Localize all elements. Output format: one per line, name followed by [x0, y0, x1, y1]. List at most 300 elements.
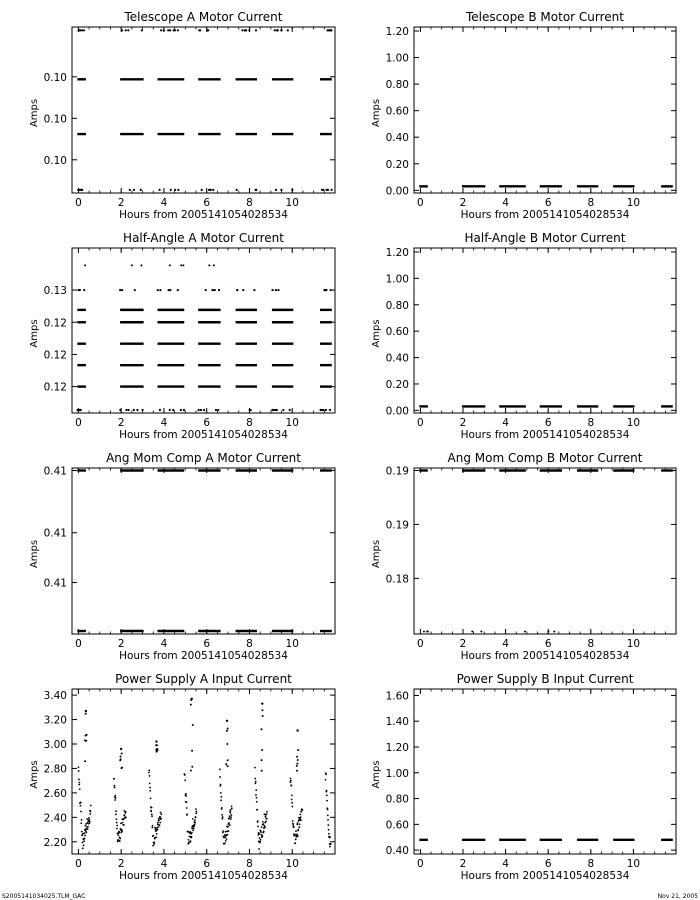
y-tick-label: 1.20 [385, 742, 409, 755]
data-spike-point [156, 749, 158, 751]
data-point [193, 828, 195, 830]
data-point [264, 826, 266, 828]
x-tick-label: 8 [587, 417, 595, 429]
data-point [331, 189, 333, 191]
data-point [191, 836, 193, 838]
data-point [149, 790, 151, 792]
x-tick-label: 4 [502, 197, 509, 209]
data-point [297, 835, 299, 837]
y-tick-label: 2.40 [43, 812, 67, 825]
data-point [230, 809, 232, 811]
x-tick-label: 0 [417, 858, 424, 870]
data-point [123, 824, 125, 826]
x-tick-label: 10 [285, 858, 299, 870]
data-point [177, 189, 179, 191]
x-tick-label: 0 [75, 638, 82, 650]
x-tick-label: 0 [75, 197, 82, 209]
data-point [256, 809, 258, 811]
data-point [169, 264, 171, 266]
data-point [118, 832, 120, 834]
data-point [325, 779, 327, 781]
data-point [220, 796, 222, 798]
data-point [127, 409, 129, 411]
x-tick-label: 2 [459, 638, 467, 650]
data-point [150, 797, 152, 799]
data-point [113, 778, 115, 780]
y-tick-label: 0.40 [385, 352, 409, 365]
data-point [149, 782, 151, 784]
x-tick-label: 4 [160, 638, 168, 650]
data-point [471, 631, 473, 633]
x-tick-label: 10 [626, 858, 641, 870]
data-point [84, 825, 86, 827]
y-tick-label: 0.13 [43, 285, 67, 298]
data-point [78, 770, 80, 772]
data-point [256, 797, 258, 799]
data-point [151, 814, 153, 816]
x-tick-label: 2 [117, 197, 125, 209]
data-point [86, 818, 88, 820]
data-point [230, 816, 232, 818]
data-point [191, 832, 193, 834]
data-point [80, 801, 82, 803]
data-point [157, 829, 159, 831]
y-tick-label: 0.18 [385, 573, 409, 586]
data-point [158, 819, 160, 821]
data-point [157, 824, 159, 826]
data-point [220, 799, 222, 801]
x-tick-label: 8 [587, 858, 595, 870]
data-point [120, 822, 122, 824]
data-point [114, 787, 116, 789]
data-point [255, 782, 257, 784]
data-point [227, 834, 229, 836]
y-tick-label: 1.60 [385, 690, 409, 703]
data-spike-point [227, 759, 229, 761]
data-spike-point [296, 765, 298, 767]
data-point [330, 289, 332, 291]
data-spike-point [261, 709, 263, 711]
x-axis-label: Hours from 2005141054028534 [119, 429, 288, 441]
data-point [329, 846, 331, 848]
data-point [80, 409, 82, 411]
x-tick-label: 0 [417, 417, 424, 429]
data-point [84, 264, 86, 266]
x-tick-label: 6 [544, 197, 552, 209]
x-axis-label: Hours from 2005141054028534 [119, 650, 288, 662]
data-point [293, 826, 295, 828]
data-point [77, 289, 79, 291]
data-point [227, 826, 229, 828]
data-spike-point [297, 759, 299, 761]
data-spike-point [261, 702, 263, 704]
data-point [255, 189, 257, 191]
data-point [189, 831, 191, 833]
data-point [277, 29, 279, 31]
chart-title: Power Supply B Input Current [456, 672, 634, 686]
data-point [265, 816, 267, 818]
x-tick-label: 2 [459, 858, 467, 870]
y-tick-label: 0.20 [385, 158, 409, 171]
data-point [231, 805, 233, 807]
y-tick-label: 0.80 [385, 793, 409, 806]
chart-panel-7 [29, 672, 335, 882]
x-axis-label: Hours from 2005141054028534 [119, 870, 288, 882]
data-point [133, 409, 135, 411]
data-point [198, 409, 200, 411]
data-point [280, 29, 282, 31]
data-point [295, 830, 297, 832]
y-axis-label: Amps [371, 539, 382, 569]
data-point [168, 289, 170, 291]
data-point [326, 790, 328, 792]
data-point [329, 836, 331, 838]
data-point [248, 29, 250, 31]
data-point [116, 828, 118, 830]
data-point [221, 814, 223, 816]
x-tick-label: 6 [544, 638, 552, 650]
y-tick-label: 0.19 [385, 465, 409, 478]
data-point [260, 839, 262, 841]
y-tick-label: 3.20 [43, 714, 67, 727]
data-point [219, 769, 221, 771]
data-point [149, 775, 151, 777]
x-tick-label: 8 [246, 638, 253, 650]
data-point [299, 823, 301, 825]
data-point [257, 820, 259, 822]
data-point [255, 781, 257, 783]
data-point [119, 838, 121, 840]
data-point [182, 264, 184, 266]
data-point [195, 808, 197, 810]
data-point [289, 409, 291, 411]
x-tick-label: 10 [285, 638, 299, 650]
data-point [155, 836, 157, 838]
data-point [159, 816, 161, 818]
data-point [121, 830, 123, 832]
chart-title: Ang Mom Comp B Motor Current [447, 451, 643, 465]
data-point [83, 844, 85, 846]
data-point [228, 830, 230, 832]
x-tick-label: 8 [246, 858, 253, 870]
data-point [85, 832, 87, 834]
y-axis-label: Amps [29, 760, 40, 789]
data-point [89, 813, 91, 815]
x-tick-label: 8 [587, 197, 595, 209]
data-point [255, 794, 257, 796]
data-point [218, 289, 220, 291]
data-point [113, 785, 115, 787]
data-point [221, 807, 223, 809]
y-tick-label: 0.12 [43, 349, 67, 362]
data-point [88, 817, 90, 819]
data-point [188, 839, 190, 841]
data-point [186, 813, 188, 815]
chart-title: Power Supply A Input Current [115, 672, 292, 686]
data-point [84, 838, 86, 840]
chart-title: Telescope A Motor Current [124, 10, 283, 24]
data-point [201, 189, 203, 191]
data-point [274, 29, 276, 31]
data-point [242, 289, 244, 291]
chart-panel-4 [371, 231, 676, 441]
y-tick-label: 1.00 [385, 273, 409, 286]
x-tick-label: 4 [502, 417, 509, 429]
data-point [225, 840, 227, 842]
data-spike-point [227, 728, 229, 730]
data-spike-point [85, 713, 87, 715]
y-tick-label: 3.00 [43, 739, 67, 751]
data-point [140, 189, 142, 191]
data-spike-point [261, 770, 263, 772]
x-tick-label: 10 [626, 197, 641, 209]
data-spike-point [226, 720, 228, 722]
data-point [256, 801, 258, 803]
data-point [87, 828, 89, 830]
x-tick-label: 6 [544, 858, 552, 870]
y-tick-label: 0.41 [43, 577, 67, 590]
data-point [83, 840, 85, 842]
data-point [206, 29, 208, 31]
data-point [328, 829, 330, 831]
data-point [547, 631, 549, 633]
data-point [195, 812, 197, 814]
data-point [229, 812, 231, 814]
data-spike-point [192, 724, 194, 726]
data-point [277, 289, 279, 291]
data-point [324, 289, 326, 291]
data-point [220, 792, 222, 794]
y-tick-label: 0.60 [385, 105, 409, 118]
data-point [217, 409, 219, 411]
data-point [300, 816, 302, 818]
x-tick-label: 4 [160, 858, 168, 870]
data-point [328, 833, 330, 835]
data-point [253, 289, 255, 291]
data-point [219, 776, 221, 778]
y-tick-label: 0.10 [43, 154, 67, 167]
data-spike-point [120, 748, 122, 750]
data-point [90, 811, 92, 813]
x-tick-label: 4 [160, 417, 168, 429]
data-point [553, 631, 555, 633]
data-point [302, 809, 304, 811]
data-point [150, 810, 152, 812]
data-point [151, 815, 153, 817]
data-point [119, 409, 121, 411]
data-spike-point [85, 740, 87, 742]
data-point [79, 788, 81, 790]
data-spike-point [121, 753, 123, 755]
data-point [151, 807, 153, 809]
data-point [174, 29, 176, 31]
data-spike-point [296, 756, 298, 758]
x-tick-label: 2 [459, 417, 467, 429]
data-point [185, 793, 187, 795]
chart-panel-3 [29, 231, 335, 441]
data-point [83, 289, 85, 291]
y-tick-label: 2.60 [43, 787, 67, 800]
data-point [423, 631, 425, 633]
data-point [258, 833, 260, 835]
plot-frame [414, 27, 676, 193]
y-tick-label: 0.60 [385, 326, 409, 339]
data-point [208, 264, 210, 266]
x-tick-label: 10 [285, 197, 299, 209]
data-point [480, 631, 482, 633]
data-point [159, 289, 161, 291]
data-point [125, 409, 127, 411]
data-point [192, 818, 194, 820]
data-spike-point [225, 763, 227, 765]
data-point [300, 819, 302, 821]
data-point [127, 29, 129, 31]
data-spike-point [84, 760, 86, 762]
data-point [200, 409, 202, 411]
data-point [230, 814, 232, 816]
x-tick-label: 6 [203, 638, 211, 650]
data-point [266, 811, 268, 813]
data-point [136, 409, 138, 411]
data-point [89, 821, 91, 823]
data-point [194, 823, 196, 825]
y-tick-label: 0.40 [385, 132, 409, 145]
data-point [427, 631, 429, 633]
x-tick-label: 6 [203, 417, 211, 429]
data-spike-point [262, 715, 264, 717]
data-point [152, 835, 154, 837]
data-point [292, 806, 294, 808]
y-tick-label: 1.00 [385, 52, 409, 65]
data-point [271, 409, 273, 411]
data-point [291, 802, 293, 804]
data-point [221, 818, 223, 820]
data-point [186, 807, 188, 809]
data-point [153, 843, 155, 845]
y-tick-label: 1.20 [385, 25, 409, 38]
data-spike-point [190, 770, 192, 772]
x-tick-label: 2 [459, 197, 467, 209]
data-point [295, 839, 297, 841]
y-axis-label: Amps [29, 539, 40, 569]
data-point [194, 819, 196, 821]
data-point [152, 845, 154, 847]
data-spike-point [120, 767, 122, 769]
data-point [185, 795, 187, 797]
data-point [259, 841, 261, 843]
data-point [327, 824, 329, 826]
data-point [149, 787, 151, 789]
data-point [170, 189, 172, 191]
data-point [156, 833, 158, 835]
plot-frame [72, 248, 335, 413]
footer-date-label: Nov 21, 2005 [657, 893, 698, 900]
data-point [257, 825, 259, 827]
data-point [321, 189, 323, 191]
data-spike-point [227, 765, 229, 767]
data-point [327, 814, 329, 816]
data-point [327, 819, 329, 821]
data-point [228, 822, 230, 824]
data-point [184, 774, 186, 776]
data-point [121, 29, 123, 31]
data-point [194, 822, 196, 824]
data-point [119, 840, 121, 842]
chart-title: Half-Angle A Motor Current [123, 231, 284, 245]
data-point [299, 814, 301, 816]
y-tick-label: 0.41 [43, 465, 67, 478]
data-point [226, 838, 228, 840]
x-tick-label: 2 [117, 417, 125, 429]
data-point [114, 799, 116, 801]
x-tick-label: 0 [417, 638, 424, 650]
data-point [81, 189, 83, 191]
data-point [325, 409, 327, 411]
data-point [160, 813, 162, 815]
x-tick-label: 10 [626, 638, 641, 650]
chart-panel-2 [371, 10, 676, 221]
data-point [190, 840, 192, 842]
data-point [212, 189, 214, 191]
data-point [326, 800, 328, 802]
x-tick-label: 8 [246, 197, 253, 209]
data-point [159, 409, 161, 411]
data-point [291, 189, 293, 191]
data-point [153, 841, 155, 843]
data-point [290, 785, 292, 787]
y-axis-label: Amps [371, 98, 382, 128]
data-point [291, 799, 293, 801]
y-axis-label: Amps [371, 760, 382, 789]
data-point [160, 29, 162, 31]
y-tick-label: 0.80 [385, 79, 409, 92]
data-spike-point [190, 704, 192, 706]
chart-panel-6 [371, 451, 676, 662]
data-point [83, 832, 85, 834]
data-spike-point [296, 763, 298, 765]
data-point [327, 809, 329, 811]
y-tick-label: 0.60 [385, 819, 409, 832]
data-point [140, 264, 142, 266]
chart-title: Ang Mom Comp A Motor Current [106, 451, 301, 465]
data-point [292, 824, 294, 826]
data-point [134, 289, 136, 291]
data-point [180, 409, 182, 411]
data-point [229, 824, 231, 826]
data-point [224, 842, 226, 844]
data-point [244, 29, 246, 31]
data-point [262, 821, 264, 823]
data-point [82, 841, 84, 843]
data-point [115, 813, 117, 815]
data-point [266, 813, 268, 815]
data-point [81, 831, 83, 833]
data-point [282, 409, 284, 411]
data-point [88, 819, 90, 821]
data-point [280, 189, 282, 191]
data-spike-point [226, 730, 228, 732]
data-point [215, 409, 217, 411]
data-point [115, 818, 117, 820]
x-tick-label: 0 [417, 197, 424, 209]
chart-panel-8 [371, 672, 676, 882]
y-tick-label: 0.19 [385, 519, 409, 532]
data-point [228, 817, 230, 819]
x-axis-label: Hours from 2005141054028534 [119, 209, 288, 221]
data-point [78, 779, 80, 781]
y-tick-label: 0.10 [43, 113, 67, 126]
data-point [78, 766, 80, 768]
